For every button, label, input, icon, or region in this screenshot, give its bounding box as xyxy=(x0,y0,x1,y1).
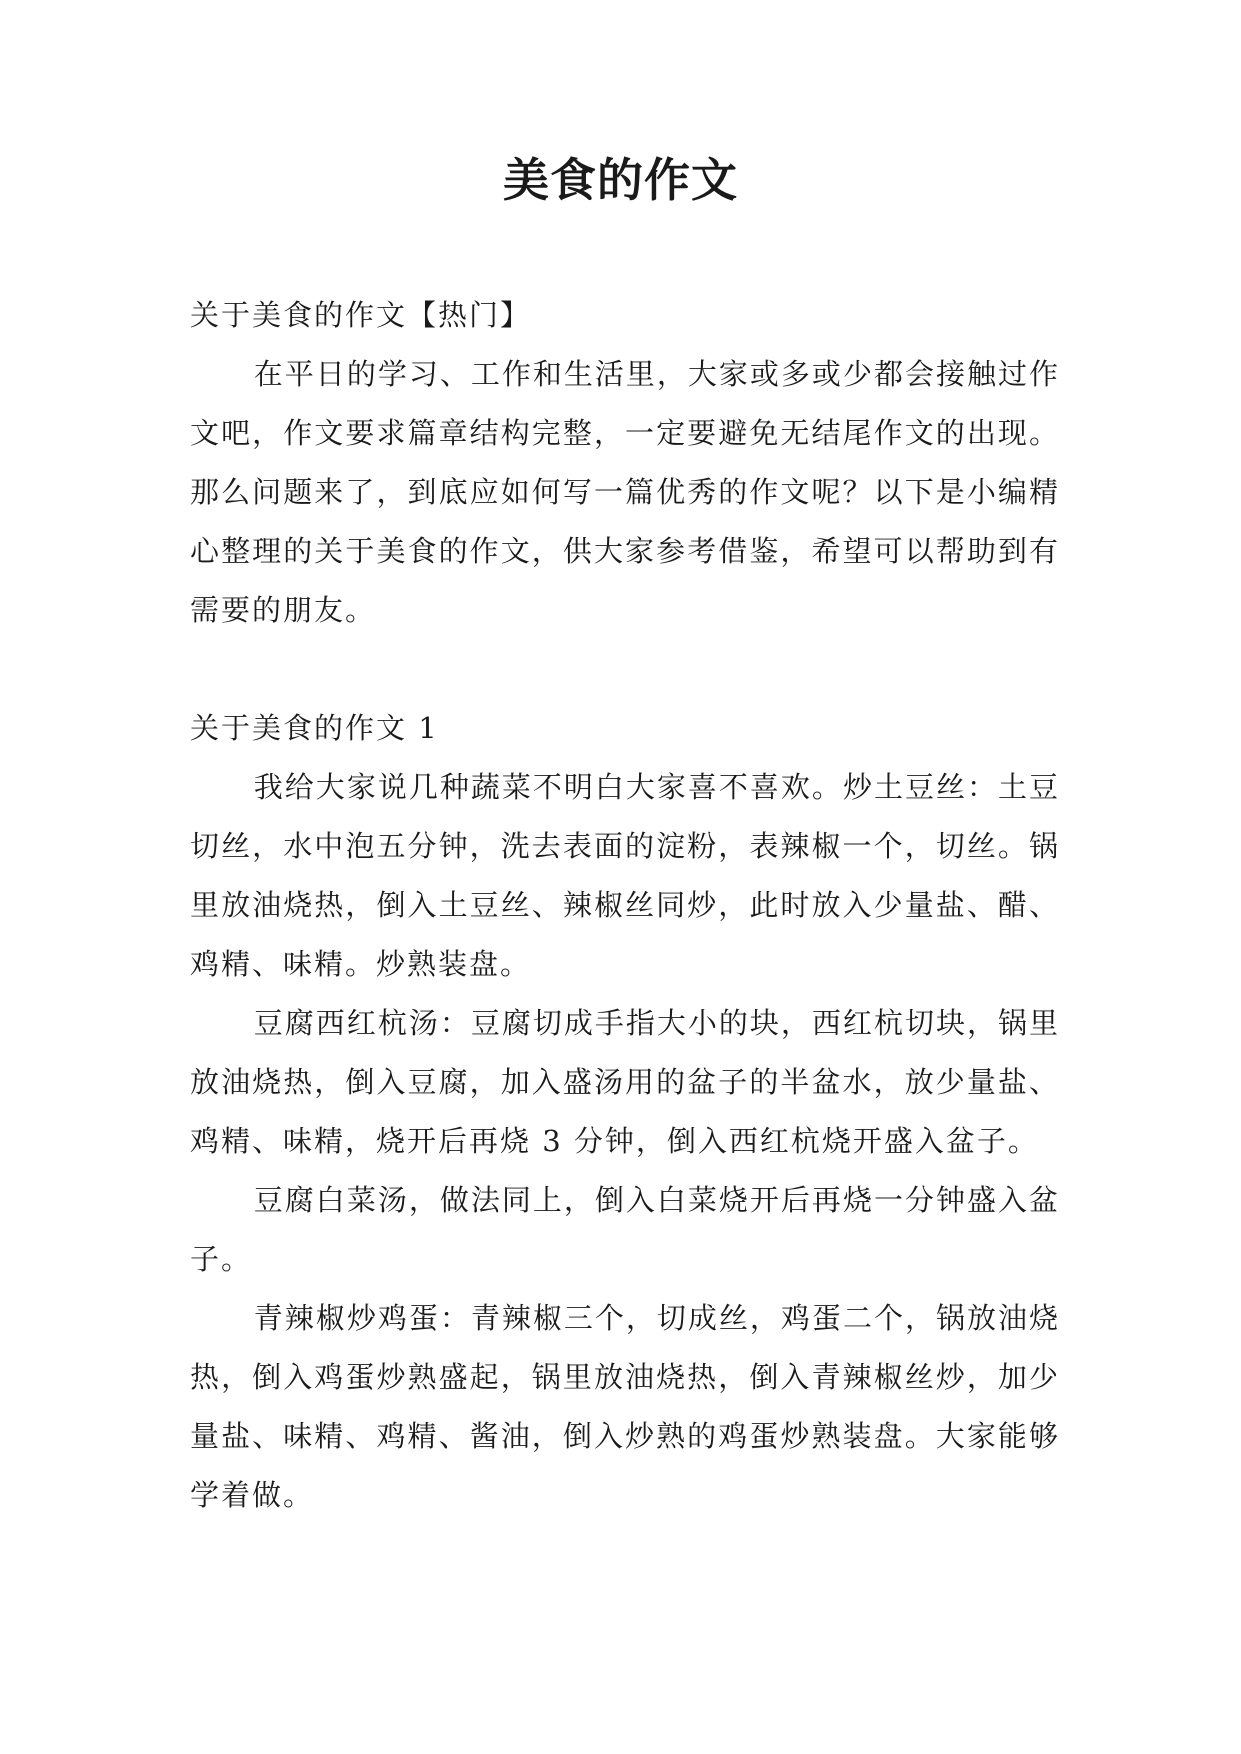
section1-paragraph-4: 青辣椒炒鸡蛋：青辣椒三个，切成丝，鸡蛋二个，锅放油烧热，倒入鸡蛋炒熟盛起，锅里放油烧热，倒入青辣椒丝炒，加少量盐、味精、鸡精、酱油，倒入炒熟的鸡蛋炒熟装盘。大家能够学着做。 xyxy=(190,1301,1060,1512)
intro-paragraph: 在平日的学习、工作和生活里，大家或多或少都会接触过作文吧，作文要求篇章结构完整，一定要避免无结尾作文的出现。那么问题来了，到底应如何写一篇优秀的作文呢？以下是小编精心整理的关于美食的作文，供大家参考借鉴，希望可以帮助到有需要的朋友。 xyxy=(190,357,1060,627)
section-spacer xyxy=(190,640,1060,699)
section1-paragraph-3: 豆腐白菜汤，做法同上，倒入白菜烧开后再烧一分钟盛入盆子。 xyxy=(190,1183,1060,1276)
intro-heading: 关于美食的作文【热门】 xyxy=(190,298,532,332)
document-body xyxy=(190,286,1060,1525)
section1-paragraph-2: 豆腐西红杭汤：豆腐切成手指大小的块，西红杭切块，锅里放油烧热，倒入豆腐，加入盛汤用的盆子的半盆水，放少量盐、鸡精、味精，烧开后再烧 3 分钟，倒入西红杭烧开盛入盆子。 xyxy=(190,1006,1060,1158)
section1-heading: 关于美食的作文 1 xyxy=(190,711,439,745)
section1-paragraph-1: 我给大家说几种蔬菜不明白大家喜不喜欢。炒土豆丝：土豆切丝，水中泡五分钟，洗去表面的淀粉，表辣椒一个，切丝。锅里放油烧热，倒入土豆丝、辣椒丝同炒，此时放入少量盐、醋、鸡精、味精。炒熟装盘。 xyxy=(190,770,1060,981)
document-title: 美食的作文 xyxy=(503,153,738,207)
